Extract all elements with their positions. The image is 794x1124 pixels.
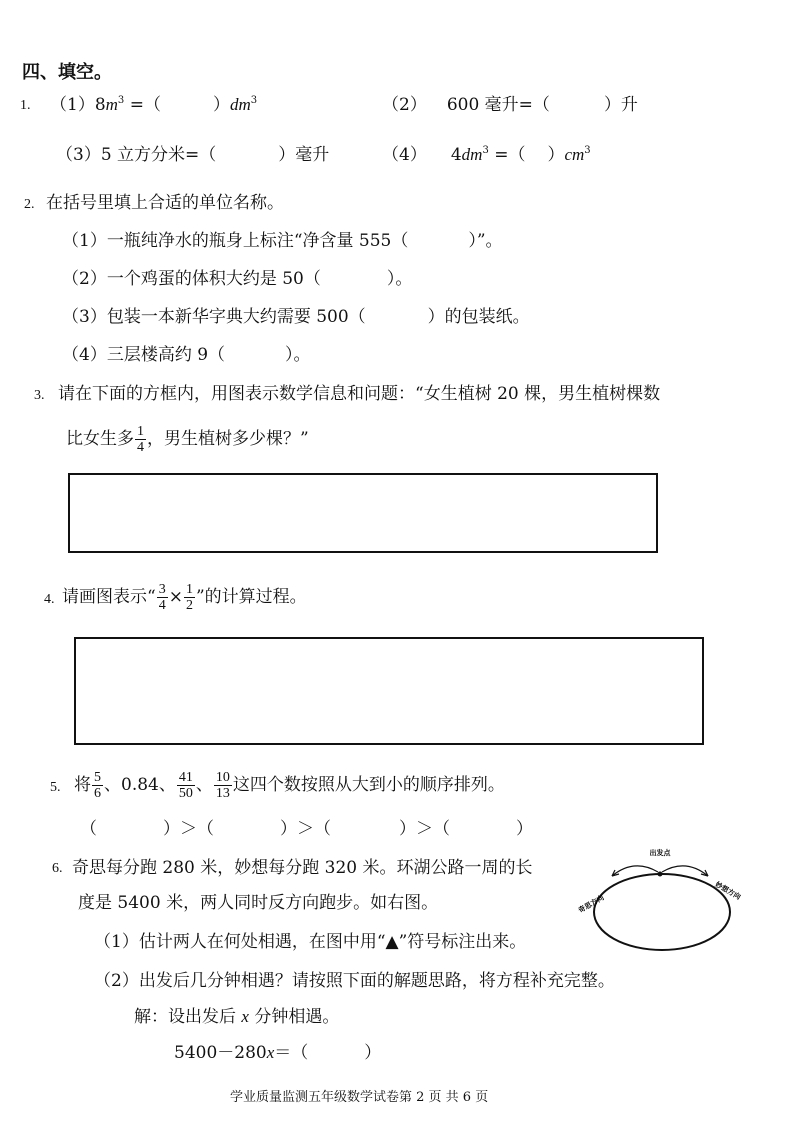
q2-item-1: （1）一瓶纯净水的瓶身上标注“净含量 555（ ）”。 xyxy=(62,231,503,251)
q6-solve: 解：设出发后 x 分钟相遇。 xyxy=(134,1007,340,1027)
q3-line-2: 比女生多 $\frac{1}{4}$ ，男生植树多少棵？” xyxy=(66,424,309,455)
section-title: 四、填空。 xyxy=(22,62,112,83)
q3-answer-box[interactable] xyxy=(68,473,658,553)
q3-number: 3. xyxy=(34,388,45,403)
fraction-one-quarter: $\frac{1}{4}$ xyxy=(137,424,144,455)
q2-stem: 在括号里填上合适的单位名称。 xyxy=(46,193,284,213)
q6-sub-1: （1）估计两人在何处相遇，在图中用“▲”符号标注出来。 xyxy=(94,932,527,952)
q5-stem: 将 $\frac{5}{6}$ 、0.84、 $\frac{41}{50}$ 、 $\frac{10}{13}$ 这四个数按照从大到小的顺序排列。 xyxy=(74,770,505,801)
q6-equation: 5400－280x＝（ ） xyxy=(174,1043,382,1063)
q1-part-b: （2） 600 毫升=（ ）升 xyxy=(382,95,638,115)
q2-item-2: （2）一个鸡蛋的体积大约是 50（ ）。 xyxy=(62,269,413,289)
qisi-direction-label: 奇思方向 xyxy=(577,893,606,915)
q3-line-1: 请在下面的方框内，用图表示数学信息和问题：“女生植树 20 棵，男生植树棵数 xyxy=(58,384,661,404)
miaoxiang-direction-label: 妙想方向 xyxy=(713,880,742,902)
q6-sub-2: （2）出发后几分钟相遇？请按照下面的解题思路，将方程补充完整。 xyxy=(94,971,615,991)
lake-ellipse xyxy=(594,874,730,950)
q6-line-1: 奇思每分跑 280 米，妙想每分跑 320 米。环湖公路一周的长 xyxy=(72,858,533,878)
fraction-three-quarters: $\frac{3}{4}$ xyxy=(158,582,166,613)
q4-stem: 请画图表示“ $\frac{3}{4}$ × $\frac{1}{2}$ ”的计算过程。 xyxy=(62,582,307,613)
q6-line-2: 度是 5400 米，两人同时反方向跑步。如右图。 xyxy=(78,893,439,913)
page-footer: 学业质量监测五年级数学试卷第 2 页 共 6 页 xyxy=(230,1090,489,1105)
q2-item-4: （4）三层楼高约 9（ ）。 xyxy=(62,345,311,365)
fraction-five-sixths: $\frac{5}{6}$ xyxy=(94,770,101,801)
q2-number: 2. xyxy=(24,197,35,212)
q5-number: 5. xyxy=(50,780,61,795)
q4-answer-box[interactable] xyxy=(74,637,704,745)
q2-item-3: （3）包装一本新华字典大约需要 500（ ）的包装纸。 xyxy=(62,307,530,327)
fraction-41-50: $\frac{41}{50}$ xyxy=(178,770,193,801)
q5-answer-line: （ ）＞（ ）＞（ ）＞（ ） xyxy=(80,819,533,839)
q4-number: 4. xyxy=(44,592,55,607)
lake-diagram[interactable] xyxy=(570,838,750,956)
start-point-label: 出发点 xyxy=(649,849,671,857)
q1-part-c: （3）5 立方分米=（ ）毫升 xyxy=(56,145,330,165)
fraction-10-13: $\frac{10}{13}$ xyxy=(215,770,230,801)
start-point-icon xyxy=(658,872,663,877)
fraction-one-half: $\frac{1}{2}$ xyxy=(185,582,193,613)
q1-part-d: （4） $4dm^3$ =（ ）$cm^3$ xyxy=(382,145,591,165)
q1-part-a: $(1)8m^3$ =（ ）$dm^3$ xyxy=(50,95,258,115)
q6-number: 6. xyxy=(52,861,63,876)
q1-number: 1. xyxy=(20,98,31,113)
